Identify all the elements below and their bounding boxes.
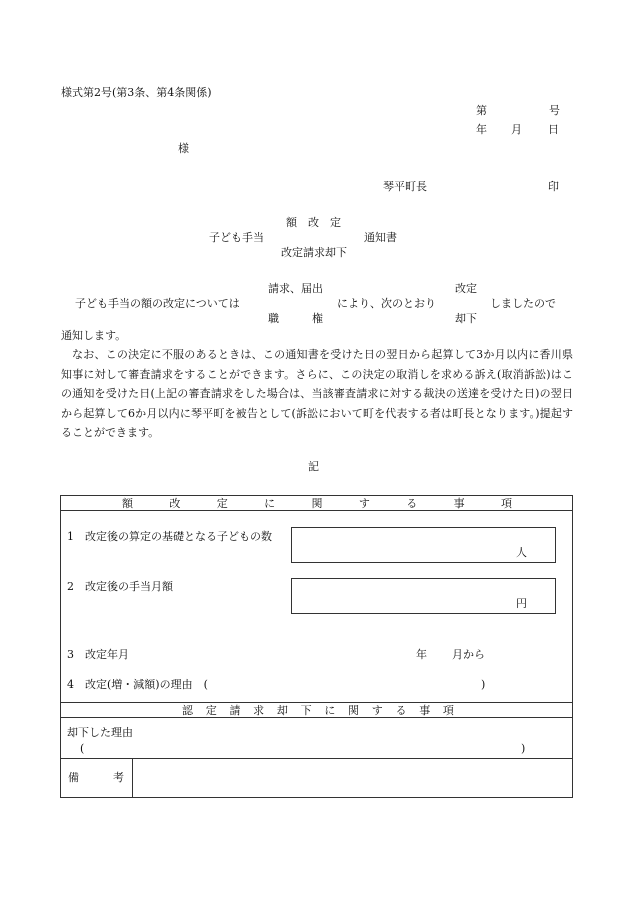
section1-title-char: す (358, 497, 370, 510)
divider (60, 702, 573, 703)
heading-prefix: 子ども手当 (209, 231, 264, 244)
section2-title-char: 認 (182, 704, 193, 717)
rejection-label: 却下した理由 (67, 726, 133, 739)
section2-title-char: す (371, 704, 383, 717)
section1-title-char: る (406, 497, 418, 510)
seal-mark: 印 (548, 180, 559, 193)
section2-title-char: 事 (419, 704, 431, 717)
heading-suffix: 通知書 (364, 231, 397, 244)
remarks-label-char: 考 (113, 771, 124, 784)
rejection-close: ) (521, 742, 526, 755)
section1-title-char: 関 (311, 497, 323, 510)
issuer-name: 琴平町長 (383, 180, 427, 193)
remarks-field[interactable] (133, 759, 572, 797)
divider (60, 717, 573, 718)
body-choice2-top: 改定 (455, 282, 477, 295)
section2-title-char: る (395, 704, 407, 717)
monthly-amount-field[interactable] (291, 578, 556, 614)
body-choice1-top: 請求、届出 (268, 282, 323, 295)
section2-title (182, 704, 454, 718)
section1-title-char: 額 (122, 497, 133, 510)
number-label: 第 (476, 104, 487, 117)
section2-title-char: 関 (348, 704, 360, 717)
heading-choice-bottom: 改定請求却下 (281, 246, 347, 259)
section2-title-char: 下 (300, 704, 312, 717)
section1-title-char: 事 (453, 497, 465, 510)
section1-title-char: に (264, 497, 276, 510)
addressee-suffix: 様 (178, 142, 189, 155)
children-count-field[interactable] (291, 527, 556, 563)
section2-title-char: 請 (229, 704, 241, 717)
body-line1-c: しましたので (490, 297, 556, 310)
remarks-label-char: 備 (68, 771, 79, 784)
heading-choice-top: 額 改 定 (286, 216, 341, 229)
item3-label: 3 改定年月 (67, 648, 129, 661)
rejection-open: ( (80, 742, 85, 755)
section1-title-char: 改 (169, 497, 181, 510)
appeal-notice-text: なお、この決定に不服のあるときは、この通知書を受けた日の翌日から起算して3か月以内に香川県知事に対して審査請求をすることができます。さらに、この決定の取消しを求める訴え(取消訴訟)はこの通知を受けた日(上記の審査請求をした場合は、当該審査請求に対する裁決の送達を受けた日)の翌日から起算して6か月以内に琴平町を被告として(訴訟において町を代表する者は町長となります。)提起することができます。 (61, 348, 573, 439)
body-choice1-bottom: 職 権 (268, 312, 323, 325)
section1-title-char: 定 (216, 497, 228, 510)
section2-title-char: 定 (205, 704, 217, 717)
body-line1-b: により、次のとおり (337, 297, 436, 310)
number-suffix: 号 (549, 104, 560, 117)
section2-title-char: 求 (253, 704, 265, 717)
section1-title (122, 497, 512, 511)
date-day: 日 (548, 123, 559, 136)
date-year: 年 (476, 123, 487, 136)
section2-title-char: に (324, 704, 336, 717)
item2-label: 2 改定後の手当月額 (67, 580, 173, 593)
ki-mark: 記 (308, 460, 319, 473)
item4-label: 4 改定(増・減額)の理由 ( (67, 678, 208, 691)
section2-title-char: 却 (276, 704, 288, 717)
date-month: 月 (511, 123, 522, 136)
body-choice2-bottom: 却下 (455, 312, 477, 325)
item3-month: 月から (452, 648, 485, 661)
body-line1-a: 子ども手当の額の改定については (75, 297, 240, 310)
form-title: 様式第2号(第3条、第4条関係) (61, 86, 212, 99)
body-line2: 通知します。 (61, 329, 127, 342)
remarks-label (68, 771, 124, 785)
item1-label: 1 改定後の算定の基礎となる子どもの数 (67, 530, 272, 543)
item2-unit: 円 (516, 597, 527, 610)
appeal-notice (61, 345, 573, 443)
section1-title-char: 項 (501, 497, 512, 510)
section2-title-char: 項 (442, 704, 454, 717)
divider (60, 510, 573, 511)
item3-year: 年 (416, 648, 427, 661)
item4-close: ) (481, 678, 486, 691)
item1-unit: 人 (516, 546, 527, 559)
